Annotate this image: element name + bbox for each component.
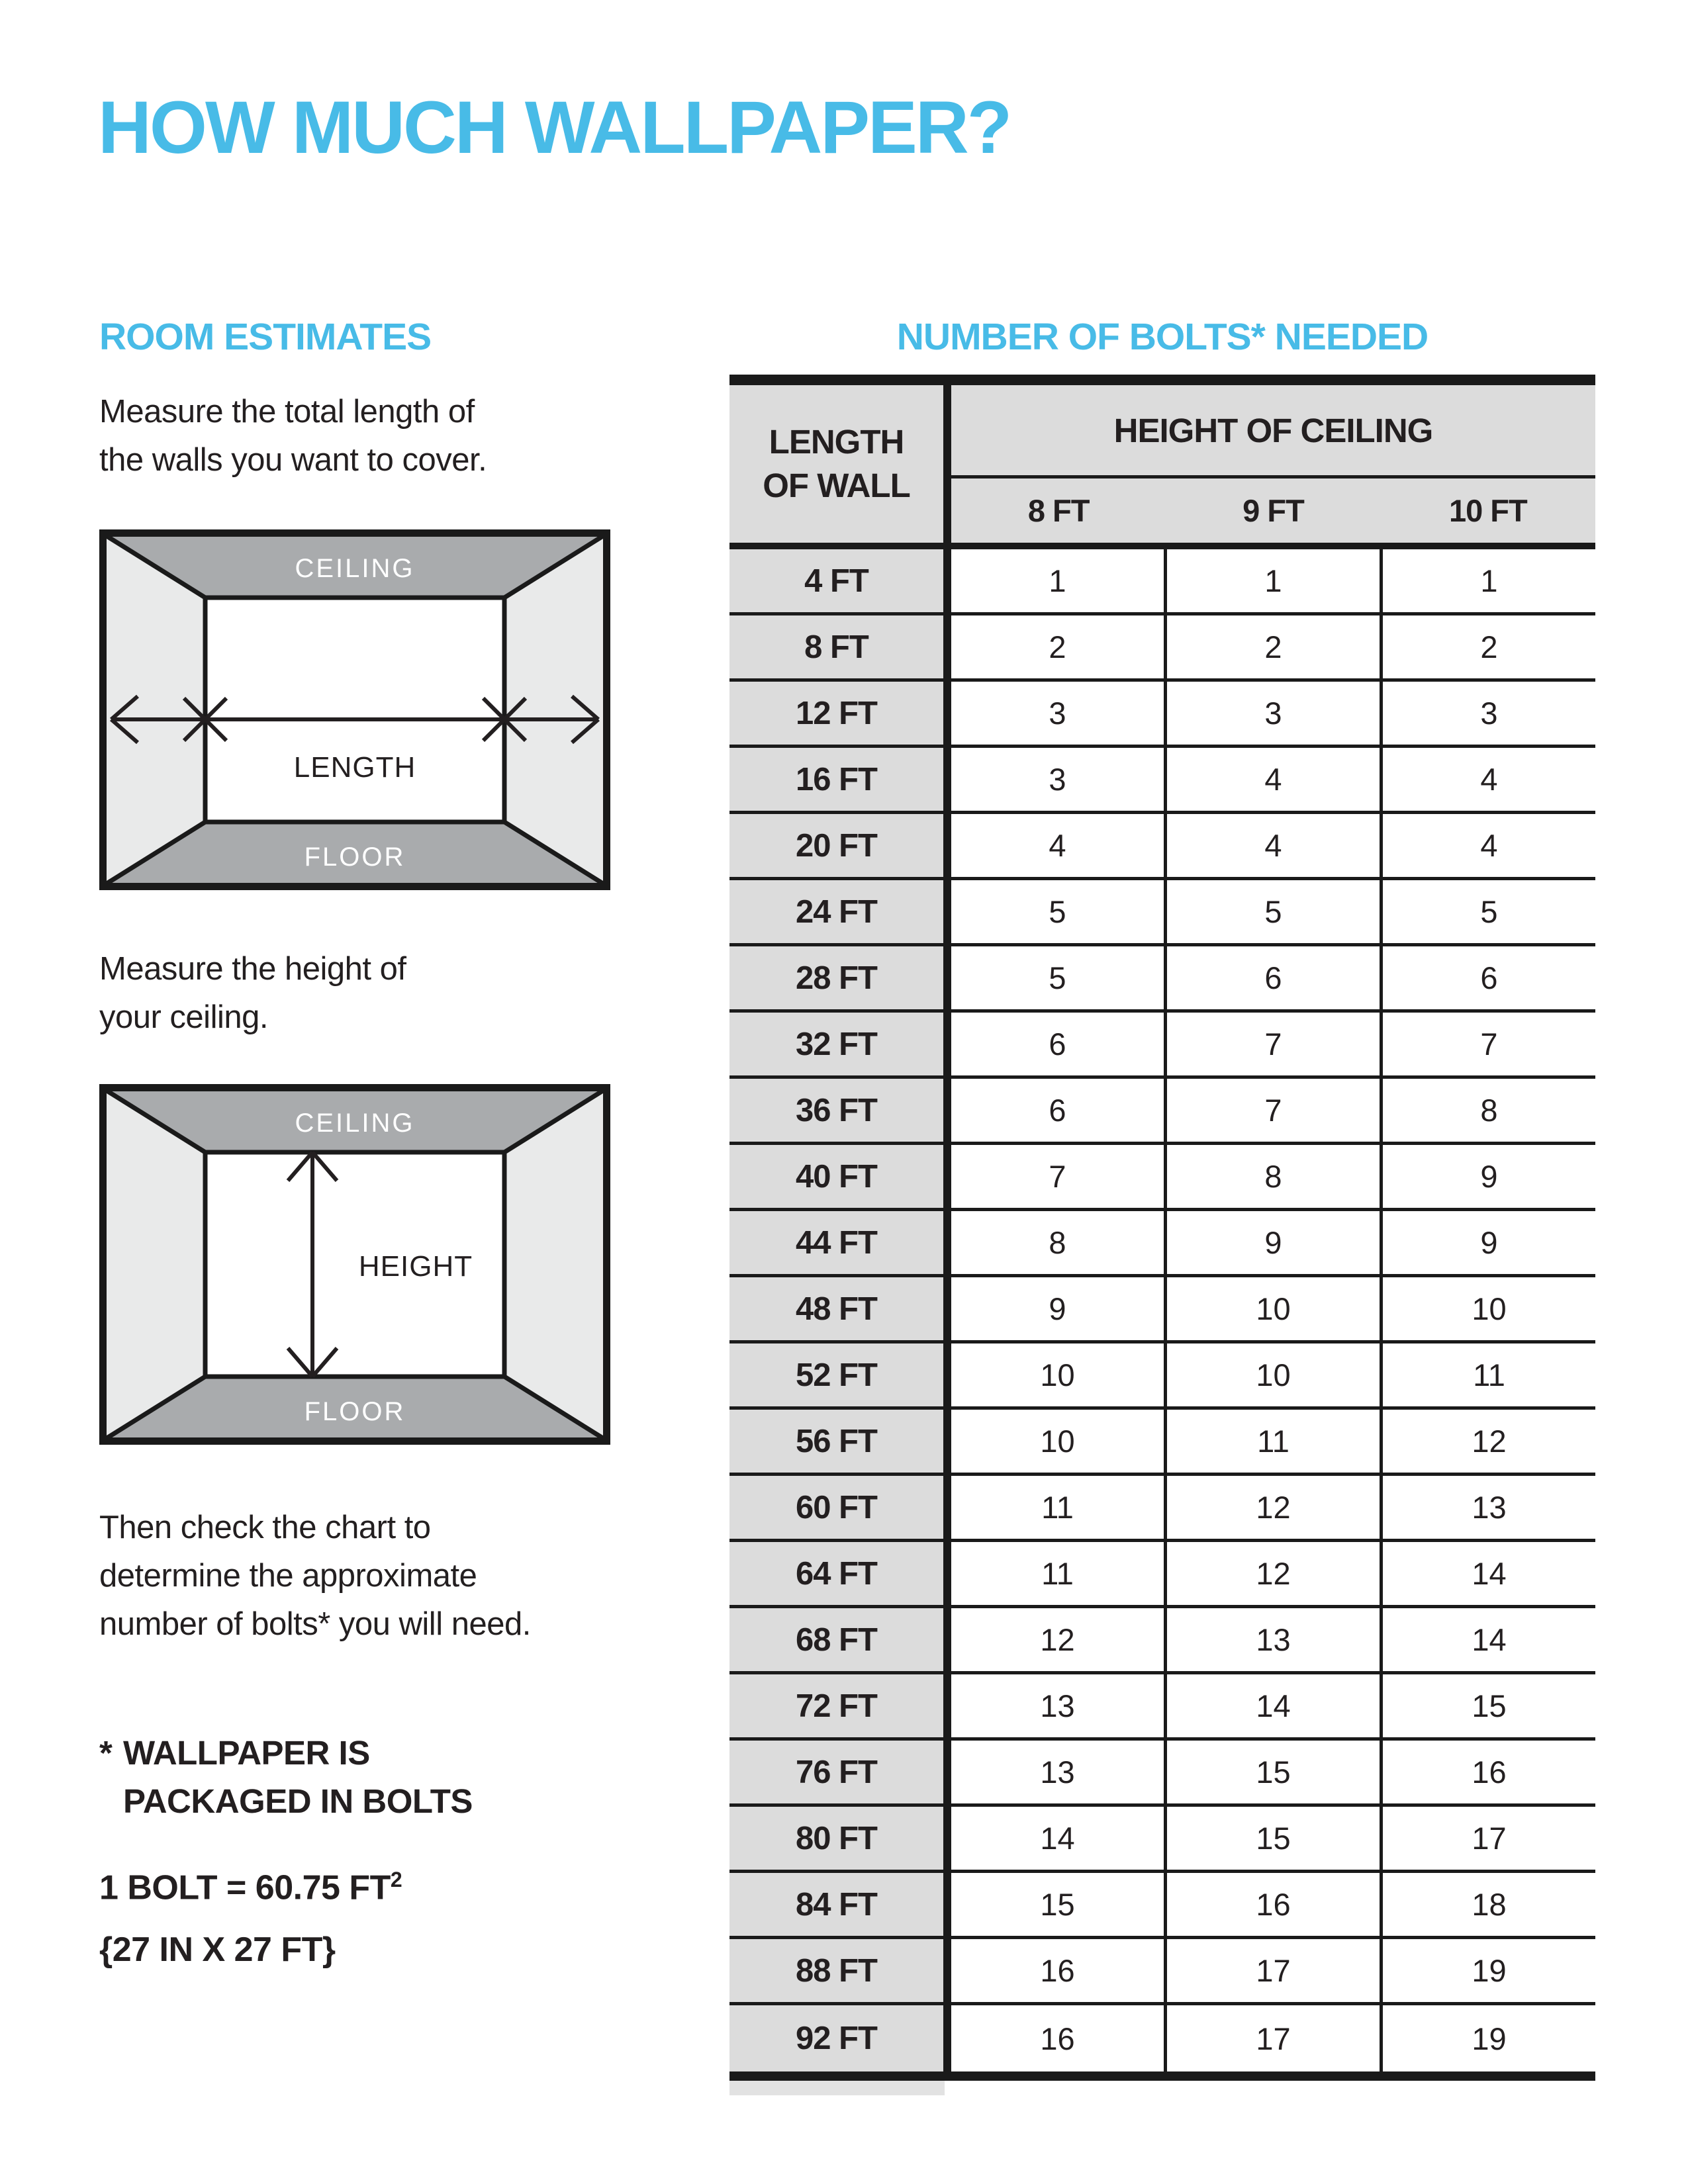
column-header-8ft: 8 FT	[1027, 493, 1090, 528]
bolt-count-cell: 4	[1167, 748, 1383, 811]
bolt-count-cell: 10	[1472, 1291, 1507, 1326]
table-row	[729, 549, 1595, 615]
footnote-line: WALLPAPER IS	[123, 1734, 370, 1772]
table-row	[729, 1410, 1595, 1476]
bolt-count-cell: 12	[951, 1608, 1167, 1671]
wall-length-label: 72 FT	[729, 1674, 943, 1737]
row-vertical-divider	[943, 1542, 951, 1605]
section-heading-room-estimates: ROOM ESTIMATES	[99, 316, 432, 358]
table-row	[729, 1145, 1595, 1211]
instruction-line: Measure the height of	[99, 951, 406, 987]
table-row	[729, 1476, 1595, 1542]
table-row	[729, 1674, 1595, 1741]
row-vertical-divider	[943, 1343, 951, 1406]
bolt-count-cell: 14	[1167, 1674, 1383, 1737]
bolt-count-cell: 6	[1167, 946, 1383, 1009]
floor-label: FLOOR	[304, 1397, 406, 1426]
label-column-shadow	[729, 2081, 945, 2095]
table-row	[729, 1939, 1595, 2005]
bolt-equation-text: 1 BOLT = 60.75 FT	[99, 1868, 391, 1907]
table-top-border	[729, 375, 1595, 385]
table-row	[729, 946, 1595, 1013]
corner-header-line: OF WALL	[763, 467, 910, 504]
wall-length-label: 60 FT	[729, 1476, 943, 1539]
wall-length-label: 4 FT	[729, 549, 943, 612]
bolt-count-cell: 12	[1472, 1424, 1507, 1459]
bolt-count-cell: 15	[951, 1873, 1167, 1936]
bolt-count-cell: 10	[951, 1343, 1167, 1406]
bolt-count-cell: 3	[951, 682, 1167, 745]
instruction-line: determine the approximate	[99, 1558, 477, 1594]
bolt-count-cell: 1	[951, 549, 1167, 612]
bolt-count-cell: 15	[1167, 1807, 1383, 1870]
bolt-count-cell: 16	[951, 1939, 1167, 2002]
row-vertical-divider	[943, 1211, 951, 1274]
bolt-equation	[99, 1868, 402, 1907]
wall-length-label: 84 FT	[729, 1873, 943, 1936]
bolt-count-cell: 14	[1472, 1622, 1507, 1657]
room-length-diagram	[99, 529, 610, 890]
table-row	[729, 1807, 1595, 1873]
bolt-count-cell: 5	[951, 946, 1167, 1009]
bolt-count-cell: 13	[951, 1741, 1167, 1803]
bolt-count-cell: 10	[1167, 1343, 1383, 1406]
row-vertical-divider	[943, 748, 951, 811]
bolt-count-cell: 19	[1472, 2021, 1507, 2056]
wall-length-label: 16 FT	[729, 748, 943, 811]
header-bottom-border	[729, 543, 1595, 549]
ceiling-label: CEILING	[295, 1109, 415, 1138]
wall-length-label: 52 FT	[729, 1343, 943, 1406]
back-wall	[205, 598, 504, 822]
table-row	[729, 2005, 1595, 2071]
bolt-count-cell: 9	[1167, 1211, 1383, 1274]
wall-length-label: 64 FT	[729, 1542, 943, 1605]
wall-length-label: 76 FT	[729, 1741, 943, 1803]
instruction-measure-height	[99, 945, 406, 1042]
row-vertical-divider	[943, 615, 951, 678]
table-row	[729, 1079, 1595, 1145]
row-vertical-divider	[943, 1939, 951, 2002]
column-group-header-height-of-ceiling: HEIGHT OF CEILING	[951, 385, 1595, 478]
bolt-count-cell: 19	[1472, 1953, 1507, 1988]
instruction-line: Then check the chart to	[99, 1510, 431, 1545]
table-row	[729, 1741, 1595, 1807]
superscript-2: 2	[390, 1868, 402, 1891]
wall-length-label: 68 FT	[729, 1608, 943, 1671]
row-vertical-divider	[943, 1277, 951, 1340]
bolt-count-cell: 5	[1480, 894, 1498, 929]
wall-length-label: 8 FT	[729, 615, 943, 678]
table-row	[729, 615, 1595, 682]
row-vertical-divider	[943, 1674, 951, 1737]
column-header-length-of-wall	[729, 385, 943, 543]
bolt-count-cell: 11	[1473, 1357, 1505, 1392]
bolt-count-cell: 5	[1167, 880, 1383, 943]
instruction-line: your ceiling.	[99, 999, 268, 1035]
column-subheader-row	[951, 478, 1595, 543]
wall-length-label: 24 FT	[729, 880, 943, 943]
ceiling-label: CEILING	[295, 554, 415, 583]
table-bottom-border	[729, 2071, 1595, 2081]
bolt-count-cell: 3	[1480, 696, 1498, 731]
table-row	[729, 1013, 1595, 1079]
wall-length-label: 28 FT	[729, 946, 943, 1009]
bolt-count-cell: 9	[951, 1277, 1167, 1340]
bolt-count-cell: 13	[1167, 1608, 1383, 1671]
wall-length-label: 80 FT	[729, 1807, 943, 1870]
table-row	[729, 814, 1595, 880]
table-row	[729, 1608, 1595, 1674]
floor-label: FLOOR	[304, 842, 406, 872]
wall-length-label: 48 FT	[729, 1277, 943, 1340]
bolt-count-cell: 18	[1472, 1887, 1507, 1922]
row-vertical-divider	[943, 1013, 951, 1075]
header-vertical-divider	[943, 385, 951, 543]
bolt-count-cell: 4	[951, 814, 1167, 877]
table-row	[729, 880, 1595, 946]
bolt-count-cell: 17	[1472, 1821, 1507, 1856]
bolt-count-cell: 3	[1167, 682, 1383, 745]
bolt-count-cell: 6	[1480, 960, 1498, 995]
table-row	[729, 1277, 1595, 1343]
bolt-count-cell: 9	[1480, 1159, 1498, 1194]
bolt-count-cell: 10	[951, 1410, 1167, 1473]
table-header	[729, 385, 1595, 543]
bolt-count-cell: 16	[1167, 1873, 1383, 1936]
wall-length-label: 36 FT	[729, 1079, 943, 1142]
bolt-count-cell: 6	[951, 1079, 1167, 1142]
bolt-count-cell: 7	[1480, 1026, 1498, 1062]
column-header-10ft: 10 FT	[1448, 493, 1527, 528]
row-vertical-divider	[943, 1807, 951, 1870]
table-row	[729, 682, 1595, 748]
height-dimension-label: HEIGHT	[358, 1250, 473, 1283]
bolt-count-cell: 2	[951, 615, 1167, 678]
table-row	[729, 1211, 1595, 1277]
bolt-count-cell: 16	[1472, 1754, 1507, 1790]
bolt-count-cell: 11	[1167, 1410, 1383, 1473]
instruction-measure-length	[99, 388, 487, 484]
table-row	[729, 1343, 1595, 1410]
bolt-count-cell: 8	[951, 1211, 1167, 1274]
bolt-count-cell: 13	[951, 1674, 1167, 1737]
row-vertical-divider	[943, 1079, 951, 1142]
bolt-count-cell: 15	[1472, 1688, 1507, 1723]
bolt-count-cell: 4	[1167, 814, 1383, 877]
bolt-count-cell: 4	[1480, 828, 1498, 863]
table-row	[729, 1873, 1595, 1939]
bolt-count-cell: 8	[1167, 1145, 1383, 1208]
table-row	[729, 1542, 1595, 1608]
instruction-check-chart	[99, 1504, 531, 1649]
row-vertical-divider	[943, 549, 951, 612]
page-title: HOW MUCH WALLPAPER?	[98, 86, 1011, 169]
row-vertical-divider	[943, 1741, 951, 1803]
asterisk: *	[99, 1734, 113, 1772]
section-heading-bolts-needed: NUMBER OF BOLTS* NEEDED	[896, 316, 1429, 358]
bolts-table	[729, 375, 1595, 2095]
bolt-count-cell: 10	[1167, 1277, 1383, 1340]
row-vertical-divider	[943, 880, 951, 943]
bolt-count-cell: 11	[951, 1542, 1167, 1605]
bolt-count-cell: 14	[951, 1807, 1167, 1870]
bolt-count-cell: 16	[951, 2005, 1167, 2071]
bolt-count-cell: 15	[1167, 1741, 1383, 1803]
bolt-count-cell: 2	[1480, 629, 1498, 664]
bolt-count-cell: 7	[951, 1145, 1167, 1208]
row-vertical-divider	[943, 946, 951, 1009]
footnote-line: PACKAGED IN BOLTS	[123, 1782, 473, 1820]
bolt-count-cell: 11	[951, 1476, 1167, 1539]
wall-length-label: 32 FT	[729, 1013, 943, 1075]
wall-length-label: 88 FT	[729, 1939, 943, 2002]
bolt-count-cell: 17	[1167, 1939, 1383, 2002]
length-dimension-label: LENGTH	[293, 751, 416, 784]
bolt-count-cell: 14	[1472, 1556, 1507, 1591]
wall-length-label: 92 FT	[729, 2005, 943, 2071]
bolt-dimensions: {27 IN X 27 FT}	[99, 1931, 336, 1969]
wall-length-label: 12 FT	[729, 682, 943, 745]
instruction-line: the walls you want to cover.	[99, 442, 487, 478]
bolt-count-cell: 7	[1167, 1079, 1383, 1142]
instruction-line: Measure the total length of	[99, 394, 475, 430]
bolt-count-cell: 12	[1167, 1476, 1383, 1539]
bolt-count-cell: 5	[951, 880, 1167, 943]
row-vertical-divider	[943, 1476, 951, 1539]
bolt-count-cell: 12	[1167, 1542, 1383, 1605]
bolt-count-cell: 6	[951, 1013, 1167, 1075]
wall-length-label: 20 FT	[729, 814, 943, 877]
table-body	[729, 549, 1595, 2071]
bolt-count-cell: 1	[1167, 549, 1383, 612]
table-row	[729, 748, 1595, 814]
row-vertical-divider	[943, 814, 951, 877]
bolt-count-cell: 17	[1167, 2005, 1383, 2071]
row-vertical-divider	[943, 682, 951, 745]
wall-length-label: 44 FT	[729, 1211, 943, 1274]
wall-length-label: 56 FT	[729, 1410, 943, 1473]
bolt-count-cell: 3	[951, 748, 1167, 811]
row-vertical-divider	[943, 1873, 951, 1936]
wall-length-label: 40 FT	[729, 1145, 943, 1208]
bolt-count-cell: 2	[1167, 615, 1383, 678]
column-header-9ft: 9 FT	[1243, 493, 1304, 528]
corner-header-line: LENGTH	[769, 423, 904, 461]
row-vertical-divider	[943, 1608, 951, 1671]
room-height-diagram	[99, 1084, 610, 1445]
row-vertical-divider	[943, 1410, 951, 1473]
row-vertical-divider	[943, 2005, 951, 2071]
bolt-count-cell: 4	[1480, 762, 1498, 797]
bolt-count-cell: 13	[1472, 1490, 1507, 1525]
instruction-line: number of bolts* you will need.	[99, 1606, 531, 1642]
row-vertical-divider	[943, 1145, 951, 1208]
bolt-count-cell: 8	[1480, 1093, 1498, 1128]
bolt-count-cell: 9	[1480, 1225, 1498, 1260]
bolt-count-cell: 1	[1480, 563, 1498, 598]
bolt-count-cell: 7	[1167, 1013, 1383, 1075]
